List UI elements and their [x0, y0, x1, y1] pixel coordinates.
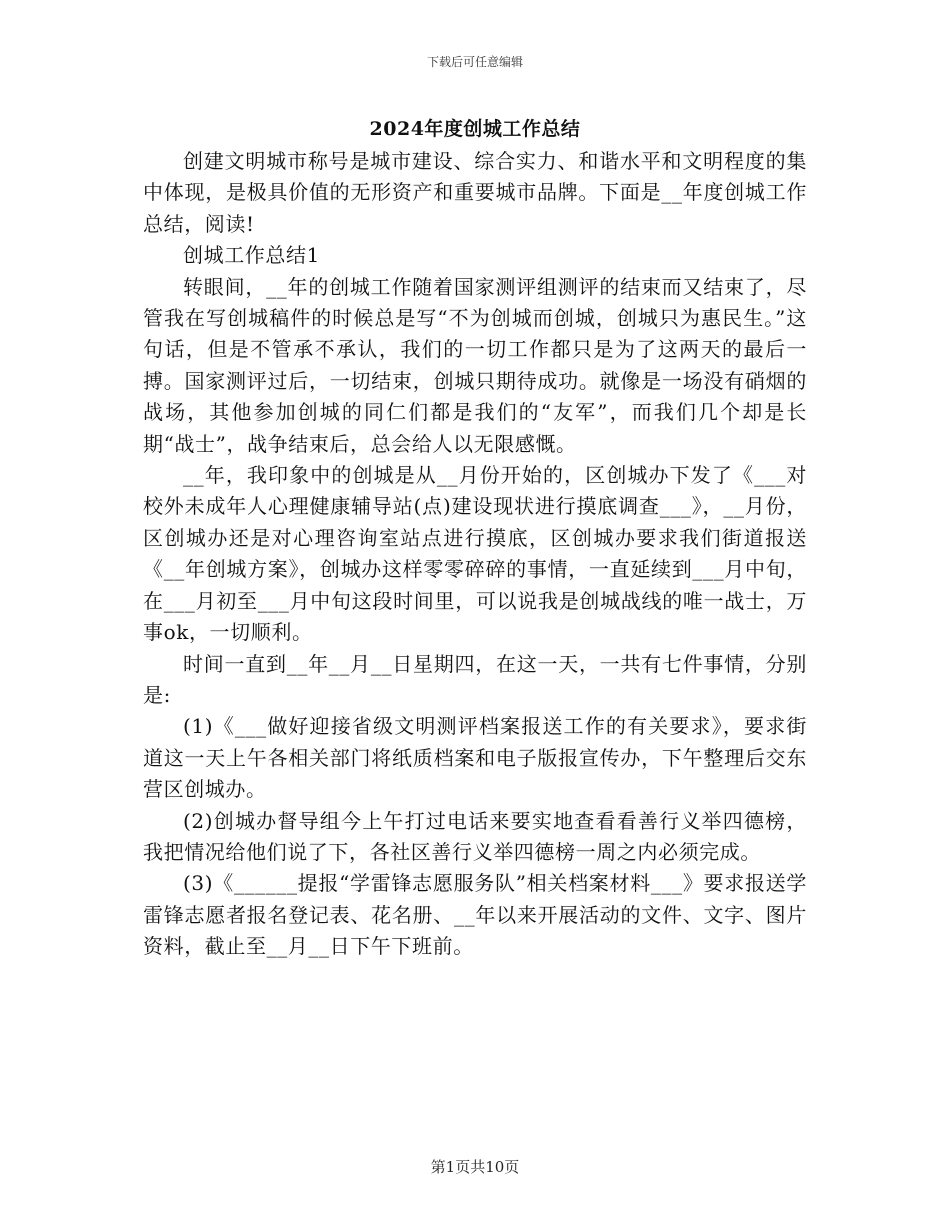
paragraph: __年，我印象中的创城是从__月份开始的，区创城办下发了《___对校外未成年人心理健康辅导站(点)建设现状进行摸底调查___》，__月份，区创城办还是对心理咨询室站点进行摸底，区创城办要求我们街道报送《__年创城方案》，创城办这样零零碎碎的事情，一直延续到___月中旬，在___月初至___月中旬这段时间里，可以说我是创城战线的唯一战士，万事ok，一切顺利。 — [143, 463, 807, 645]
document-body — [143, 146, 807, 963]
list-item: (2)创城办督导组今上午打过电话来要实地查看看善行义举四德榜，我把情况给他们说了下，各社区善行义举四德榜一周之内必须完成。 — [143, 808, 807, 864]
paragraph: 转眼间，__年的创城工作随着国家测评组测评的结束而又结束了，尽管我在写创城稿件的时候总是写“不为创城而创城，创城只为惠民生。”这句话，但是不管承不承认，我们的一切工作都只是为了这两天的最后一搏。国家测评过后，一切结束，创城只期待成功。就像是一场没有硝烟的战场，其他参加创城的同仁们都是我们的“友军”，而我们几个却是长期“战士”，战争结束后，总会给人以无限感慨。 — [143, 274, 807, 456]
paragraph: 时间一直到__年__月__日星期四，在这一天，一共有七件事情，分别是: — [143, 651, 807, 707]
list-item: (1)《___做好迎接省级文明测评档案报送工作的有关要求》，要求街道这一天上午各相关部门将纸质档案和电子版报宣传办，下午整理后交东营区创城办。 — [143, 714, 807, 802]
page-number: 第1页共10页 — [430, 1158, 520, 1176]
header-note: 下载后可任意编辑 — [426, 55, 523, 69]
document-title: 2024年度创城工作总结 — [369, 118, 581, 140]
section-heading: 创城工作总结1 — [183, 243, 320, 268]
list-item: (3)《______提报“学雷锋志愿服务队”相关档案材料___》要求报送学雷锋志愿者报名登记表、花名册、__年以来开展活动的文件、文字、图片资料，截止至__月__日下午下班前。 — [143, 871, 807, 959]
paragraph-intro: 创建文明城市称号是城市建设、综合实力、和谐水平和文明程度的集中体现，是极具价值的无形资产和重要城市品牌。下面是__年度创城工作总结，阅读! — [143, 149, 807, 236]
